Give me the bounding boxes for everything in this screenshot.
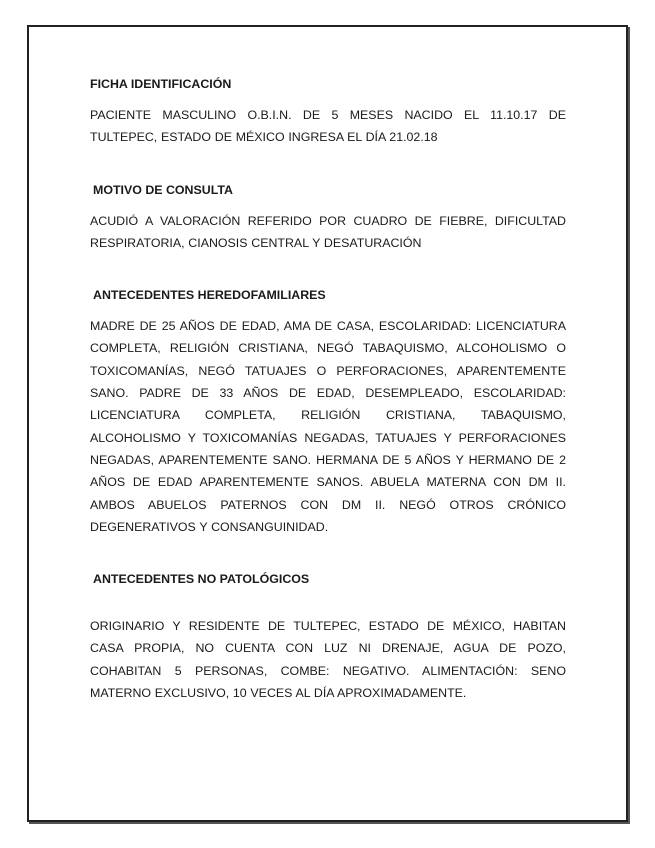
section-heading-ficha-identificacion: FICHA IDENTIFICACIÓN <box>90 77 232 91</box>
section-body-antecedentes-heredofamiliares: MADRE DE 25 AÑOS DE EDAD, AMA DE CASA, ESCOLARIDAD: LICENCIATURA COMPLETA, RELIGIÓN CRISTIANA, NEGÓ TABAQUISMO, ALCOHOLISMO O TOXICOMANÍAS, NEGÓ TATUAJES O PERFORACIONES, APARENTEMENTE SANO. PADRE DE 33 AÑOS DE EDAD, DESEMPLEADO, ESCOLARIDAD: LICENCIATURA COMPLETA, RELIGIÓN CRISTIANA, TABAQUISMO, ALCOHOLISMO Y TOXICOMANÍAS NEGADAS, TATUAJES Y PERFORACIONES NEGADAS, APARENTEMENTE SANO. HERMANA DE 5 AÑOS Y HERMANO DE 2 AÑOS DE EDAD APARENTEMENTE SANOS. ABUELA MATERNA CON DM II. AMBOS ABUELOS PATERNOS CON DM II. NEGÓ OTROS CRÓNICO DEGENERATIVOS Y CONSANGUINIDAD. <box>90 319 566 534</box>
section-heading-motivo-de-consulta: MOTIVO DE CONSULTA <box>93 182 233 197</box>
section-heading-antecedentes-heredofamiliares: ANTECEDENTES HEREDOFAMILIARES <box>93 288 326 303</box>
section-heading-antecedentes-no-patologicos: ANTECEDENTES NO PATOLÓGICOS <box>93 572 310 587</box>
section-body-antecedentes-no-patologicos: ORIGINARIO Y RESIDENTE DE TULTEPEC, ESTADO DE MÉXICO, HABITAN CASA PROPIA, NO CUENTA CON LUZ NI DRENAJE, AGUA DE POZO, COHABITAN 5 PERSONAS, COMBE: NEGATIVO. ALIMENTACIÓN: SENO MATERNO EXCLUSIVO, 10 VECES AL DÍA APROXIMADAMENTE. <box>90 619 566 701</box>
section-body-ficha-identificacion: PACIENTE MASCULINO O.B.I.N. DE 5 MESES NACIDO EL 11.10.17 DE TULTEPEC, ESTADO DE MÉXICO INGRESA EL DÍA 21.02.18 <box>90 108 566 145</box>
section-body-motivo-de-consulta: ACUDIÓ A VALORACIÓN REFERIDO POR CUADRO DE FIEBRE, DIFICULTAD RESPIRATORIA, CIANOSIS CENTRAL Y DESATURACIÓN <box>90 213 566 250</box>
document-content <box>90 74 566 704</box>
